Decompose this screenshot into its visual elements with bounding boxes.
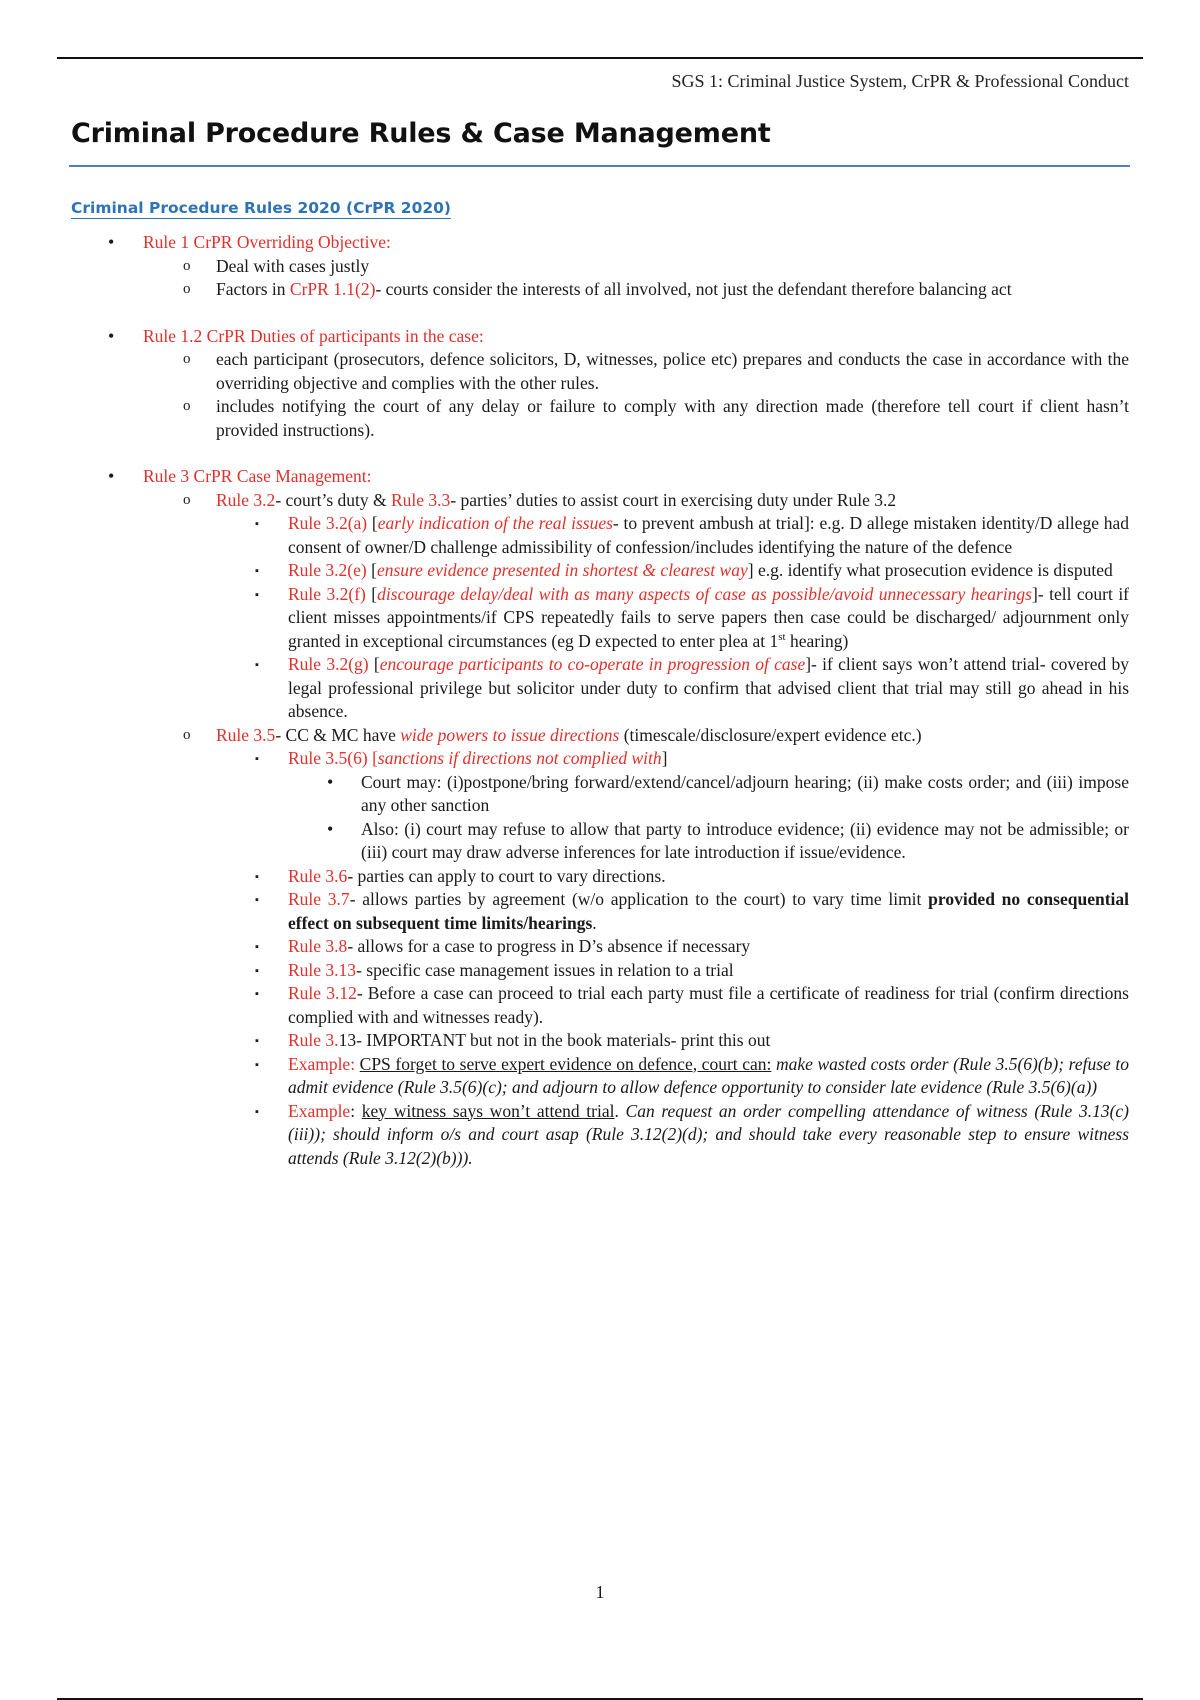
bullet-marker: • <box>108 325 115 346</box>
square-marker: ▪ <box>255 1058 259 1071</box>
page-title: Criminal Procedure Rules & Case Management <box>71 118 771 149</box>
bullet-marker: • <box>108 232 115 252</box>
document-body <box>0 231 1200 1170</box>
rule-text: [ <box>366 560 377 580</box>
list-item <box>0 935 1200 959</box>
example-underlined: CPS forget to serve expert evidence on defence, court can: <box>359 1053 772 1074</box>
list-item <box>0 559 1200 583</box>
rule-text: - parties can apply to court to vary directions. <box>347 865 666 886</box>
rule-text: [ <box>368 654 380 674</box>
circle-marker: o <box>183 398 191 414</box>
rule-1-item-2-pre: Factors in <box>216 279 290 299</box>
title-underline <box>69 165 1130 167</box>
rule-1-2-item-2: includes notifying the court of any delay or failure to comply with any direction made (therefore tell court if client hasn’t provided instructions). <box>216 396 1129 440</box>
rule-italic: early indication of the real issues <box>377 513 613 533</box>
rule-ref: Rule 3.6 <box>288 865 348 886</box>
rule-ref: Rule 3.13 <box>288 959 357 980</box>
list-item <box>0 1029 1200 1053</box>
rule-1-heading: Rule 1 CrPR Overriding Objective: <box>143 232 391 252</box>
list-item <box>0 348 1200 395</box>
top-rule <box>57 57 1143 59</box>
rule-text: [ <box>367 513 378 533</box>
rule-text: : <box>350 1100 362 1121</box>
list-item <box>0 888 1200 935</box>
rule-italic: sanctions if directions not complied with <box>377 748 662 768</box>
rule-ref: Rule 3.2(e) <box>288 560 367 580</box>
running-head: SGS 1: Criminal Justice System, CrPR & Professional Conduct <box>671 71 1129 91</box>
rule-text: [ <box>365 583 378 604</box>
list-item <box>0 512 1200 559</box>
rule-italic: encourage participants to co-operate in progression of case <box>379 654 806 674</box>
rule-text: - parties’ duties to assist court in exercising duty under Rule 3.2 <box>450 489 897 510</box>
rule-ref: Rule 3.5(6) <box>288 748 368 768</box>
rules-list <box>0 231 1200 1170</box>
rule-1-item-2-post: - courts consider the interests of all involved, not just the defendant therefore balancing act <box>375 279 1012 299</box>
rule-text: ]- tell court if client misses appointments/if CPS repeatedly fails to serve papers then case could be discharged/ adjournment only granted in exceptional circumstances (eg D expected to enter plea at 1 <box>288 583 1130 651</box>
rule-bold: provided no consequential effect on subsequent time limits/hearings <box>288 889 1130 933</box>
rule-italic: ensure evidence presented in shortest & clearest way <box>376 560 748 580</box>
section-heading: Criminal Procedure Rules 2020 (CrPR 2020) <box>71 199 452 217</box>
list-item <box>0 982 1200 1029</box>
rule-ref: Rule 3.5 <box>216 724 276 745</box>
square-marker: ▪ <box>255 588 259 601</box>
rule-ref: Rule 3.3 <box>391 489 451 510</box>
rule-ref: Rule 3.8 <box>288 936 348 956</box>
rule-text: ] e.g. identify what prosecution evidence is disputed <box>747 560 1113 580</box>
square-marker: ▪ <box>255 518 259 530</box>
rule-ref: Rule 3.2(f) <box>288 583 366 604</box>
rule-text: - specific case management issues in relation to a trial <box>356 959 734 980</box>
square-marker: ▪ <box>255 894 259 906</box>
list-item <box>0 255 1200 279</box>
square-marker: ▪ <box>255 753 259 765</box>
bullet-marker: • <box>327 818 334 839</box>
square-marker: ▪ <box>255 1035 259 1047</box>
example-italic: make wasted costs order (Rule 3.5(6)(b); refuse to admit evidence (Rule 3.5(6)(c); and adjourn to allow defence opportunity to consider late evidence (Rule 3.5(6)(a)) <box>288 1053 1129 1097</box>
rule-italic: wide powers to issue directions <box>400 724 620 745</box>
example-label: Example: <box>288 1053 356 1074</box>
superscript: st <box>778 630 786 643</box>
sanction-item-2: Also: (i) court may refuse to allow that party to introduce evidence; (ii) evidence may not be admissible; or (iii) court may draw adverse inferences for late introduction if issue/evidence. <box>361 818 1129 862</box>
rule-ref: Rule 3.2(g) <box>288 654 369 674</box>
list-item <box>0 959 1200 983</box>
example-underlined: key witness says won’t attend trial <box>361 1100 615 1121</box>
square-marker: ▪ <box>255 565 259 577</box>
square-marker: ▪ <box>255 659 259 671</box>
rule-text: - to prevent ambush at trial]: e.g. D allege mistaken identity/D allege had consent of owner/D challenge admissibility of confession/includes identifying the nature of the defence <box>288 513 1130 557</box>
rule-text: - CC & MC have <box>275 724 401 745</box>
rule-1-item-2-ref: CrPR 1.1(2) <box>289 279 376 299</box>
circle-marker: o <box>183 491 191 508</box>
rule-text: ]- if client says won’t attend trial- covered by legal professional privilege but solicitor under duty to confirm that advised client that trial may still go ahead in his absence. <box>288 654 1130 721</box>
rule-ref: Rule 3.7 <box>288 889 350 909</box>
list-item <box>0 818 1200 865</box>
rule-text: - court’s duty & <box>275 489 391 510</box>
circle-marker: o <box>183 281 191 297</box>
list-item <box>0 1053 1200 1100</box>
sanction-item-1: Court may: (i)postpone/bring forward/extend/cancel/adjourn hearing; (ii) make costs order; and (iii) impose any other sanction <box>361 771 1129 815</box>
circle-marker: o <box>183 726 191 743</box>
list-item <box>0 771 1200 818</box>
rule-1-item-1: Deal with cases justly <box>216 255 370 276</box>
rule-3-heading: Rule 3 CrPR Case Management: <box>143 466 372 486</box>
rule-ref: Rule 3.12 <box>288 983 357 1003</box>
bullet-marker: • <box>327 771 334 792</box>
example-italic: Can request an order compelling attendance of witness (Rule 3.13(c)(iii)); should inform o/s and court asap (Rule 3.12(2)(d); and should take every reasonable step to ensure witness attends (Rule 3.12(2)(b))). <box>288 1100 1130 1168</box>
rule-ref: Rule 3.2(a) <box>288 513 368 533</box>
rule-text: - allows parties by agreement (w/o application to the court) to vary time limit <box>349 889 929 909</box>
rule-text: . <box>592 912 597 933</box>
rule-text: . <box>614 1100 619 1121</box>
list-item <box>0 865 1200 889</box>
rule-1-2-item-1: each participant (prosecutors, defence solicitors, D, witnesses, police etc) prepares and conducts the case in accordance with the overriding objective and complies with the other rules. <box>216 349 1129 393</box>
list-item <box>0 653 1200 724</box>
rule-italic: discourage delay/deal with as many aspects of case as possible/avoid unnecessary hearings <box>377 583 1032 604</box>
circle-marker: o <box>183 257 191 274</box>
rule-text: [ <box>367 748 378 768</box>
square-marker: ▪ <box>255 941 259 953</box>
list-item <box>0 747 1200 771</box>
list-item <box>0 1100 1200 1171</box>
bullet-marker: • <box>108 466 115 486</box>
rule-text: hearing) <box>785 630 849 651</box>
rule-1-2-heading: Rule 1.2 CrPR Duties of participants in the case: <box>143 325 484 346</box>
list-item <box>0 278 1200 302</box>
rule-text: - allows for a case to progress in D’s absence if necessary <box>347 936 751 956</box>
list-item-rule-1-2 <box>0 325 1200 349</box>
list-item-rule-1 <box>0 231 1200 255</box>
list-item <box>0 395 1200 442</box>
example-label: Example <box>288 1100 351 1121</box>
list-item <box>0 724 1200 748</box>
square-marker: ▪ <box>255 988 259 1000</box>
circle-marker: o <box>183 351 191 367</box>
rule-ref: Rule 3. <box>288 1030 339 1050</box>
square-marker: ▪ <box>255 1105 259 1118</box>
list-item <box>0 489 1200 513</box>
rule-ref: Rule 3.2 <box>216 489 276 510</box>
rule-text: (timescale/disclosure/expert evidence etc.) <box>619 724 922 745</box>
list-item-rule-3 <box>0 465 1200 489</box>
rule-text: ] <box>661 748 668 768</box>
square-marker: ▪ <box>255 870 259 883</box>
page-number: 1 <box>595 1582 605 1602</box>
square-marker: ▪ <box>255 964 259 977</box>
list-item <box>0 583 1200 654</box>
rule-text: 13- IMPORTANT but not in the book materials- print this out <box>338 1030 771 1050</box>
rule-text: - Before a case can proceed to trial each party must file a certificate of readiness for trial (confirm directions complied with and witnesses ready). <box>288 983 1129 1027</box>
